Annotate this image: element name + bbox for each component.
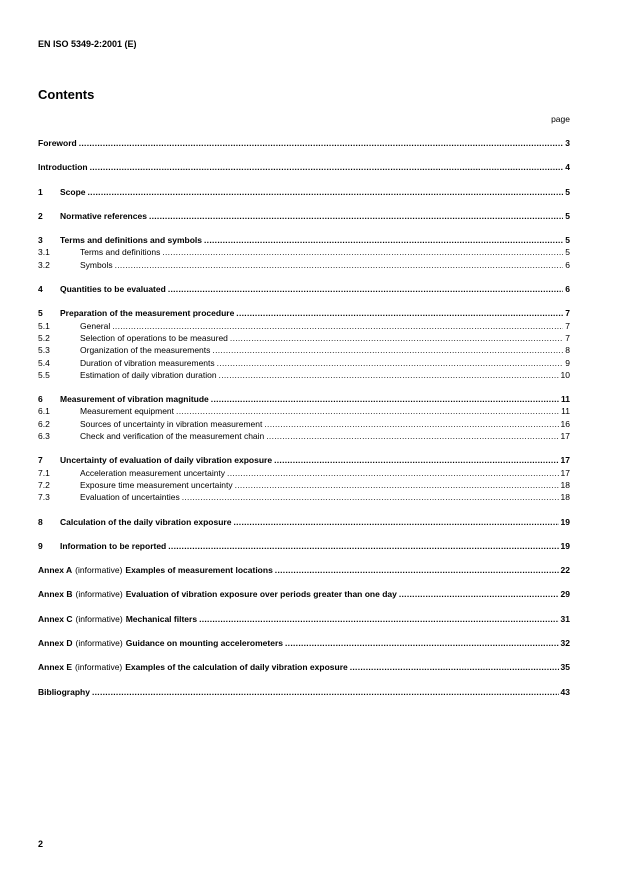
toc-entry-page: 19 (560, 516, 570, 527)
toc-dot-leader (217, 357, 564, 369)
toc-entry-title: Uncertainty of evaluation of daily vibration exposure (60, 455, 273, 466)
toc-annex-label: Annex C (38, 613, 73, 624)
toc-entry-page: 11 (561, 406, 570, 417)
toc-entry[interactable] (38, 661, 570, 673)
toc-dot-leader (212, 344, 563, 356)
toc-spacer (38, 528, 570, 540)
toc-entry[interactable] (38, 186, 570, 198)
toc-entry-number: 3 (38, 235, 43, 246)
toc-entry-title: Measurement of vibration magnitude (60, 394, 209, 405)
toc-entry-title: Calculation of the daily vibration exposure (60, 516, 232, 527)
toc-annex-label: Annex B (38, 589, 73, 600)
toc-dot-leader (274, 454, 558, 466)
toc-annex-informative: (informative) (75, 565, 123, 576)
toc-entry-page: 3 (565, 138, 570, 148)
toc-entry-number: 5.5 (38, 369, 50, 380)
toc-entry-page: 17 (560, 455, 570, 466)
toc-entry-number: 5 (38, 308, 43, 319)
toc-dot-leader (112, 320, 563, 332)
toc-annex-informative: (informative) (75, 662, 123, 673)
toc-entry[interactable] (38, 393, 570, 405)
toc-dot-leader (211, 393, 559, 405)
toc-dot-leader (264, 418, 558, 430)
toc-entry-number: 6.1 (38, 406, 50, 417)
toc-dot-leader (199, 613, 558, 625)
toc-entry-title: Check and verification of the measurement chain (80, 431, 265, 442)
toc-entry-title: Evaluation of uncertainties (80, 492, 180, 503)
toc-spacer (38, 381, 570, 393)
toc-annex-informative: (informative) (75, 638, 123, 649)
toc-dot-leader (115, 259, 564, 271)
toc-entry-number: 3.2 (38, 259, 50, 270)
toc-entry-title: Measurement equipment (80, 406, 175, 417)
toc-entry[interactable] (38, 540, 570, 552)
toc-entry-page: 29 (560, 589, 570, 600)
toc-spacer (38, 174, 570, 186)
toc-entry-number: 5.4 (38, 357, 50, 368)
toc-dot-leader (162, 246, 563, 258)
toc-dot-leader (236, 307, 563, 319)
toc-dot-leader (168, 540, 558, 552)
toc-annex-label: Annex D (38, 638, 73, 649)
toc-entry-page: 35 (560, 662, 570, 673)
toc-entry-title: Scope (60, 186, 86, 197)
toc-dot-leader (88, 186, 564, 198)
toc-entry-page: 18 (560, 479, 570, 490)
toc-entry-number: 9 (38, 540, 43, 551)
toc-entry-number: 5.3 (38, 345, 50, 356)
toc-entry-number: 8 (38, 516, 43, 527)
toc-entry-page: 4 (565, 162, 570, 173)
toc-entry[interactable] (38, 161, 570, 173)
toc-entry[interactable] (38, 283, 570, 295)
toc-entry-number: 4 (38, 284, 43, 295)
toc-entry[interactable] (38, 588, 570, 600)
toc-dot-leader (219, 369, 559, 381)
toc-entry-title: Exposure time measurement uncertainty (80, 479, 233, 490)
toc-entry-title: Evaluation of vibration exposure over periods greater than one day (125, 589, 397, 600)
toc-entry-title: General (80, 320, 111, 331)
toc-entry-title: Organization of the measurements (80, 345, 211, 356)
toc-entry-page: 6 (565, 259, 570, 270)
toc-entry-page: 8 (565, 345, 570, 356)
toc-entry-title: Sources of uncertainty in vibration measurement (80, 418, 263, 429)
toc-entry-number: 7.2 (38, 479, 50, 490)
table-of-contents (38, 137, 570, 698)
toc-entry[interactable] (38, 430, 570, 442)
toc-entry[interactable] (38, 491, 570, 503)
toc-entry-number: 6.3 (38, 431, 50, 442)
toc-dot-leader (275, 564, 559, 576)
toc-dot-leader (285, 637, 559, 649)
toc-annex-informative: (informative) (75, 613, 123, 624)
toc-annex-informative: (informative) (75, 589, 123, 600)
toc-entry-page: 6 (565, 284, 570, 295)
toc-spacer (38, 271, 570, 283)
toc-entry-title: Normative references (60, 210, 147, 221)
toc-entry-title: Information to be reported (60, 540, 167, 551)
toc-entry[interactable] (38, 320, 570, 332)
toc-entry-title: Terms and definitions and symbols (60, 235, 203, 246)
toc-entry[interactable] (38, 479, 570, 491)
toc-entry-page: 7 (565, 308, 570, 319)
toc-entry-page: 7 (565, 332, 570, 343)
toc-entry[interactable] (38, 418, 570, 430)
toc-spacer (38, 674, 570, 686)
toc-entry-title: Duration of vibration measurements (80, 357, 215, 368)
toc-dot-leader (92, 686, 559, 698)
toc-entry-number: 7 (38, 455, 43, 466)
toc-entry[interactable] (38, 307, 570, 319)
toc-entry-title: Symbols (80, 259, 113, 270)
toc-entry-number: 2 (38, 210, 43, 221)
toc-entry-page: 17 (560, 467, 570, 478)
toc-entry-page: 32 (560, 638, 570, 649)
toc-dot-leader (176, 405, 559, 417)
toc-spacer (38, 552, 570, 564)
toc-entry-number: 3.1 (38, 247, 50, 258)
toc-entry-page: 22 (560, 565, 570, 576)
toc-entry[interactable] (38, 210, 570, 222)
toc-entry-page: 10 (560, 369, 570, 380)
toc-entry-page: 7 (565, 320, 570, 331)
toc-entry-number: 5.1 (38, 320, 50, 331)
toc-entry[interactable] (38, 405, 570, 417)
page-number: 2 (38, 839, 44, 849)
toc-entry-page: 5 (565, 247, 570, 258)
toc-dot-leader (79, 137, 564, 149)
toc-entry-number: 6 (38, 394, 43, 405)
toc-entry[interactable] (38, 454, 570, 466)
toc-entry-title: Selection of operations to be measured (80, 332, 228, 343)
toc-spacer (38, 149, 570, 161)
toc-entry[interactable] (38, 369, 570, 381)
toc-entry-number: 7.3 (38, 492, 50, 503)
toc-entry-page: 43 (560, 686, 570, 697)
toc-entry-page: 11 (561, 394, 570, 405)
toc-entry-page: 5 (565, 210, 570, 221)
page-title: Contents (38, 87, 95, 102)
toc-entry-title: Examples of measurement locations (125, 565, 273, 576)
toc-entry[interactable] (38, 234, 570, 246)
toc-entry-page: 31 (560, 613, 570, 624)
toc-entry[interactable] (38, 246, 570, 258)
toc-entry[interactable] (38, 259, 570, 271)
toc-dot-leader (182, 491, 559, 503)
toc-spacer (38, 295, 570, 307)
toc-entry-page: 5 (565, 186, 570, 197)
toc-entry-title: Acceleration measurement uncertainty (80, 467, 226, 478)
toc-entry-title: Introduction (38, 162, 88, 173)
toc-spacer (38, 649, 570, 661)
toc-entry-number: 1 (38, 186, 43, 197)
toc-entry-page: 9 (565, 357, 570, 368)
toc-spacer (38, 504, 570, 516)
toc-entry[interactable] (38, 516, 570, 528)
toc-spacer (38, 601, 570, 613)
toc-entry-page: 18 (560, 492, 570, 503)
toc-dot-leader (204, 234, 563, 246)
toc-entry-number: 7.1 (38, 467, 50, 478)
toc-spacer (38, 442, 570, 454)
toc-dot-leader (168, 283, 563, 295)
toc-dot-leader (350, 661, 559, 673)
toc-entry-title: Examples of the calculation of daily vibration exposure (125, 662, 348, 673)
toc-entry[interactable] (38, 637, 570, 649)
toc-dot-leader (235, 479, 559, 491)
toc-entry[interactable] (38, 467, 570, 479)
toc-entry[interactable] (38, 613, 570, 625)
toc-entry-title: Terms and definitions (80, 247, 161, 258)
toc-entry-title: Mechanical filters (125, 613, 198, 624)
toc-spacer (38, 198, 570, 210)
toc-entry[interactable] (38, 344, 570, 356)
toc-entry-title: Bibliography (38, 686, 90, 697)
toc-entry-page: 19 (560, 540, 570, 551)
toc-spacer (38, 625, 570, 637)
toc-entry[interactable] (38, 357, 570, 369)
toc-dot-leader (230, 332, 563, 344)
toc-entry[interactable] (38, 332, 570, 344)
toc-entry-title: Preparation of the measurement procedure (60, 308, 235, 319)
toc-entry-title: Guidance on mounting accelerometers (125, 638, 284, 649)
toc-entry-number: 6.2 (38, 418, 50, 429)
toc-entry-page: 16 (560, 418, 570, 429)
toc-entry-title: Estimation of daily vibration duration (80, 369, 217, 380)
document-id: EN ISO 5349-2:2001 (E) (38, 39, 137, 49)
toc-entry-title: Foreword (38, 138, 77, 148)
toc-dot-leader (90, 161, 564, 173)
toc-dot-leader (399, 588, 559, 600)
toc-annex-label: Annex E (38, 662, 73, 673)
toc-spacer (38, 576, 570, 588)
toc-entry[interactable] (38, 137, 570, 149)
toc-entry-number: 5.2 (38, 332, 50, 343)
toc-spacer (38, 222, 570, 234)
toc-entry-page: 17 (560, 431, 570, 442)
toc-entry-page: 5 (565, 235, 570, 246)
toc-dot-leader (227, 467, 558, 479)
toc-entry[interactable] (38, 686, 570, 698)
toc-dot-leader (233, 516, 558, 528)
toc-entry[interactable] (38, 564, 570, 576)
toc-entry-title: Quantities to be evaluated (60, 284, 166, 295)
toc-annex-label: Annex A (38, 565, 73, 576)
toc-dot-leader (266, 430, 558, 442)
page-column-label: page (551, 114, 570, 124)
toc-dot-leader (149, 210, 563, 222)
